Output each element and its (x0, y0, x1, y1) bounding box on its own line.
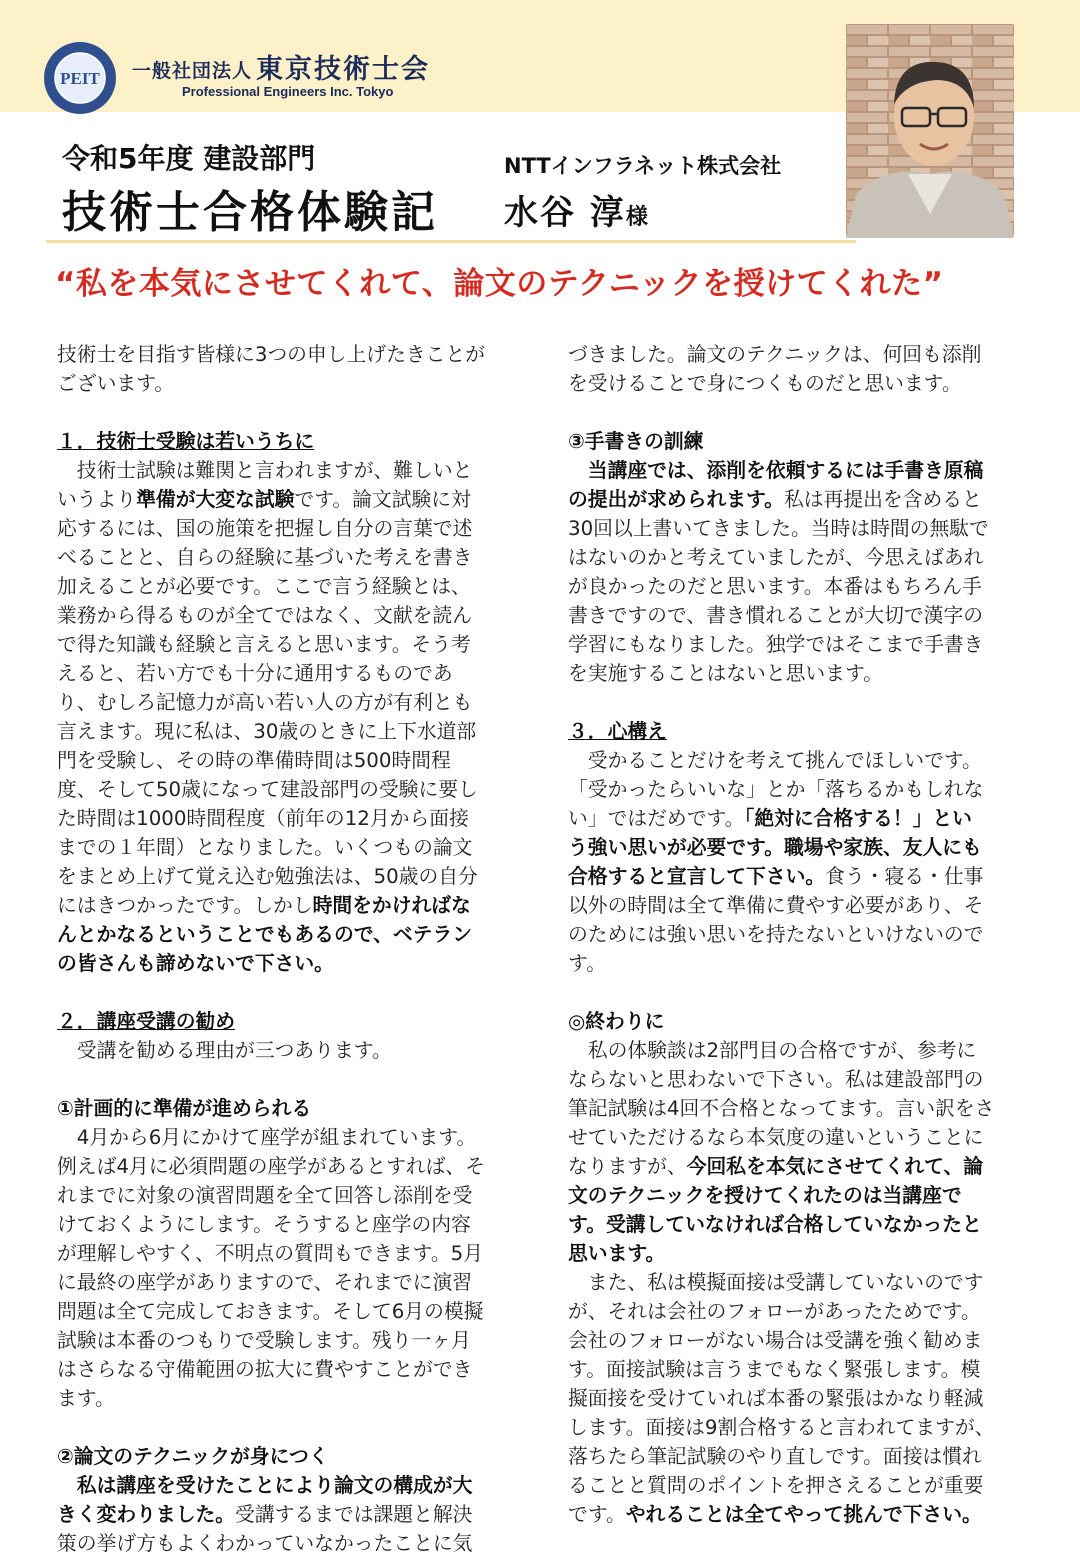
paragraph-line: が理解しやすく、不明点の質問もできます。5月 (57, 1242, 484, 1265)
paragraph-line: が、それは会社のフォローがあったためです。 (568, 1300, 981, 1323)
peit-logo (42, 40, 118, 116)
paragraph-line: 会社のフォローがない場合は受講を強く勧めま (568, 1329, 983, 1352)
person-name: 水谷 淳 (504, 193, 626, 233)
emphasis-text: 当講座では、添削を依頼するには手書き原稿 (568, 459, 984, 482)
paragraph-line: 落ちたら筆記試験のやり直しです。面接は慣れ (568, 1445, 982, 1468)
emphasis-text: 文のテクニックを授けてくれたのは当講座で (568, 1184, 962, 1207)
header-divider (46, 240, 856, 243)
paragraph-line: 「受かったらいいな」とか「落ちるかもしれな (568, 778, 984, 801)
paragraph-line: なりますが、今回私を本気にさせてくれて、論 (568, 1155, 984, 1178)
logo-text: PEIT (60, 69, 100, 88)
left-column (57, 340, 517, 1558)
emphasis-text: 時間をかければな (312, 894, 471, 917)
paragraph-line: に最終の座学がありますので、それまでに演習 (57, 1271, 473, 1294)
org-type: 一般社団法人 (132, 60, 253, 82)
paragraph-line: 言えます。現に私は、30歳のときに上下水道部 (57, 720, 477, 743)
paragraph-line: きく変わりました。受講するまでは課題と解決 (57, 1503, 473, 1526)
paragraph-line: す。面接試験は言うまでもなく緊張します。模 (568, 1358, 981, 1381)
paragraph-line: れまでに対象の演習問題を全て回答し添削を受 (57, 1184, 473, 1207)
paragraph-line: を受けることで身につくものだと思います。 (568, 372, 962, 395)
paragraph-line: 技術士試験は難関と言われますが、難しいと (57, 459, 473, 482)
emphasis-text: 思います。 (568, 1242, 666, 1265)
paragraph-line: づきました。論文のテクニックは、何回も添削 (568, 343, 982, 366)
paragraph-line: はさらなる守備範囲の拡大に費やすことができ (57, 1358, 473, 1381)
paragraph-line (568, 1181, 1026, 1210)
paragraph-line: 試験は本番のつもりで受験します。残り一ヶ月 (57, 1329, 471, 1352)
paragraph-line: 問題は全て完成しておきます。そして6月の模擬 (57, 1300, 484, 1323)
paragraph-line (57, 1471, 517, 1500)
paragraph-line: 度、そして50歳になって建設部門の受験に要し (57, 778, 478, 801)
paragraph-line: り、むしろ記憶力が高い若い人の方が有利とも (57, 691, 473, 714)
year-and-division: 令和5年度 建設部門 (62, 142, 316, 175)
section-body (57, 1123, 517, 1413)
org-name-english: Professional Engineers Inc. Tokyo (182, 84, 394, 99)
paragraph-line: を実施することはないと思います。 (568, 662, 883, 685)
paragraph-line (568, 1239, 1026, 1268)
paragraph-line: 以外の時間は全て準備に費やす必要があり、そ (568, 894, 984, 917)
company-name: NTTインフラネット株式会社 (504, 154, 782, 178)
paragraph-line: ならないと思わないで下さい。私は建設部門の (568, 1068, 984, 1091)
paragraph-line: 書きですので、書き慣れることが大切で漢字の (568, 604, 984, 627)
paragraph-line: えると、若い方でも十分に通用するものであ (57, 662, 453, 685)
paragraph-line: が良かったのだと思います。本番はもちろん手 (568, 575, 982, 598)
paragraph-line: た時間は1000時間程度（前年の12月から面接 (57, 807, 469, 830)
paragraph-line: 受かることだけを考えて挑んでほしいです。 (568, 749, 982, 772)
paragraph-line: までの１年間）となりました。いくつもの論文 (57, 836, 473, 859)
paragraph-line (568, 456, 1026, 485)
paragraph-line: 業務から得るものが全てではなく、文献を読ん (57, 604, 473, 627)
subsection-heading: ②論文のテクニックが身につく (57, 1445, 329, 1468)
org-name: 東京技術士会 (256, 54, 430, 85)
section-heading: ２．講座受講の勧め (57, 1010, 236, 1033)
portrait-photo (846, 24, 1014, 238)
headline-quote: “私を本気にさせてくれて、論文のテクニックを授けてくれた” (55, 266, 944, 302)
paragraph-line: をまとめ上げて覚え込む勉強法は、50歳の自分 (57, 865, 478, 888)
paragraph-line: 筆記試験は4回不合格となってます。言い訳をさ (568, 1097, 995, 1120)
section-body (568, 1036, 1026, 1529)
section-heading: １．技術士受験は若いうちに (57, 430, 315, 453)
emphasis-text: きく変わりました。 (57, 1503, 236, 1526)
paragraph-line: で得た知識も経験と言えると思います。そう考 (57, 633, 471, 656)
paragraph-line: 受講を勧める理由が三つあります。 (57, 1039, 392, 1062)
paragraph-line: 30回以上書いてきました。当時は時間の無駄で (568, 517, 989, 540)
paragraph-line: す。 (568, 952, 606, 975)
paragraph-line: ます。 (57, 1387, 115, 1410)
paragraph-line (57, 920, 517, 949)
paragraph-line: 技術士を目指す皆様に3つの申し上げたきことが (57, 343, 485, 366)
paragraph-line: べることと、自らの経験に基づいた考えを書き (57, 546, 473, 569)
paragraph-line: 私の体験談は2部門目の合格ですが、参考に (568, 1039, 977, 1062)
paragraph-line: します。面接は9割合格すると言われてますが、 (568, 1416, 995, 1439)
paragraph-line: 門を受験し、その時の準備時間は500時間程 (57, 749, 451, 772)
section-body (568, 746, 1026, 978)
paragraph-line: 加えることが必要です。ここで言う経験とは、 (57, 575, 471, 598)
emphasis-text: 準備が大変な試験 (136, 488, 295, 511)
paragraph-line: いうより準備が大変な試験です。論文試験に対 (57, 488, 471, 511)
section-body (568, 340, 1026, 398)
paragraph-line: 応するには、国の施策を把握し自分の言葉で述 (57, 517, 473, 540)
paragraph-line: です。やれることは全てやって挑んで下さい。 (568, 1503, 982, 1526)
paragraph-line (57, 949, 517, 978)
paragraph-line: 擬面接を受けていれば本番の緊張はかなり軽減 (568, 1387, 984, 1410)
emphasis-text: やれることは全てやって挑んで下さい。 (625, 1503, 982, 1526)
paragraph-line: はないのかと考えていましたが、今思えばあれ (568, 546, 984, 569)
emphasis-text: 今回私を本気にさせてくれて、論 (686, 1155, 984, 1178)
emphasis-text: の提出が求められます。 (568, 488, 785, 511)
paragraph-line: 合格すると宣言して下さい。食う・寝る・仕事 (568, 865, 984, 888)
paragraph-line: 例えば4月に必須問題の座学があるとすれば、そ (57, 1155, 485, 1178)
honorific: 様 (625, 205, 648, 230)
subsection-heading: ③手書きの訓練 (568, 430, 704, 453)
emphasis-text: の皆さんも諦めないで下さい。 (57, 952, 334, 975)
right-column (568, 340, 1026, 1529)
section-heading: ３．心構え (568, 720, 667, 743)
emphasis-text: 合格すると宣言して下さい。 (568, 865, 826, 888)
paragraph-line: の提出が求められます。私は再提出を含めると (568, 488, 982, 511)
paragraph-line: ることと質問のポイントを押さえることが重要 (568, 1474, 984, 1497)
emphasis-text: 私は講座を受けたことにより論文の構成が大 (57, 1474, 473, 1497)
section-body (57, 1471, 517, 1558)
paragraph-line (568, 833, 1026, 862)
page-title: 技術士合格体験記 (62, 187, 438, 238)
paragraph-line: せていただけるなら本気度の違いということに (568, 1126, 984, 1149)
paragraph-line: ございます。 (57, 372, 175, 395)
paragraph-line: のためには強い思いを持たないといけないので (568, 923, 984, 946)
section-body (57, 456, 517, 978)
paragraph-line: けておくようにします。そうすると座学の内容 (57, 1213, 471, 1236)
emphasis-text: んとかなるということでもあるので、ベテラン (57, 923, 473, 946)
person-name-block (504, 185, 648, 234)
paragraph-line: 4月から6月にかけて座学が組まれています。 (57, 1126, 477, 1149)
paragraph-line: また、私は模擬面接は受講していないのです (568, 1271, 984, 1294)
paragraph-line (568, 1210, 1026, 1239)
emphasis-text: す。受講していなければ合格していなかったと (568, 1213, 982, 1236)
emphasis-text: 「絶対に合格する！」とい (744, 807, 972, 830)
subsection-heading: ①計画的に準備が進められる (57, 1097, 312, 1120)
paragraph-line: 策の挙げ方もよくわかっていなかったことに気 (57, 1532, 473, 1555)
section-body (568, 456, 1026, 688)
paragraph-line: 学習にもなりました。独学ではそこまで手書き (568, 633, 984, 656)
paragraph-line: い」ではだめです。「絶対に合格する！」とい (568, 807, 972, 830)
paragraph-line: にはきつかったです。しかし時間をかければな (57, 894, 471, 917)
emphasis-text: う強い思いが必要です。職場や家族、友人にも (568, 836, 982, 859)
section-heading: ◎終わりに (568, 1010, 665, 1033)
